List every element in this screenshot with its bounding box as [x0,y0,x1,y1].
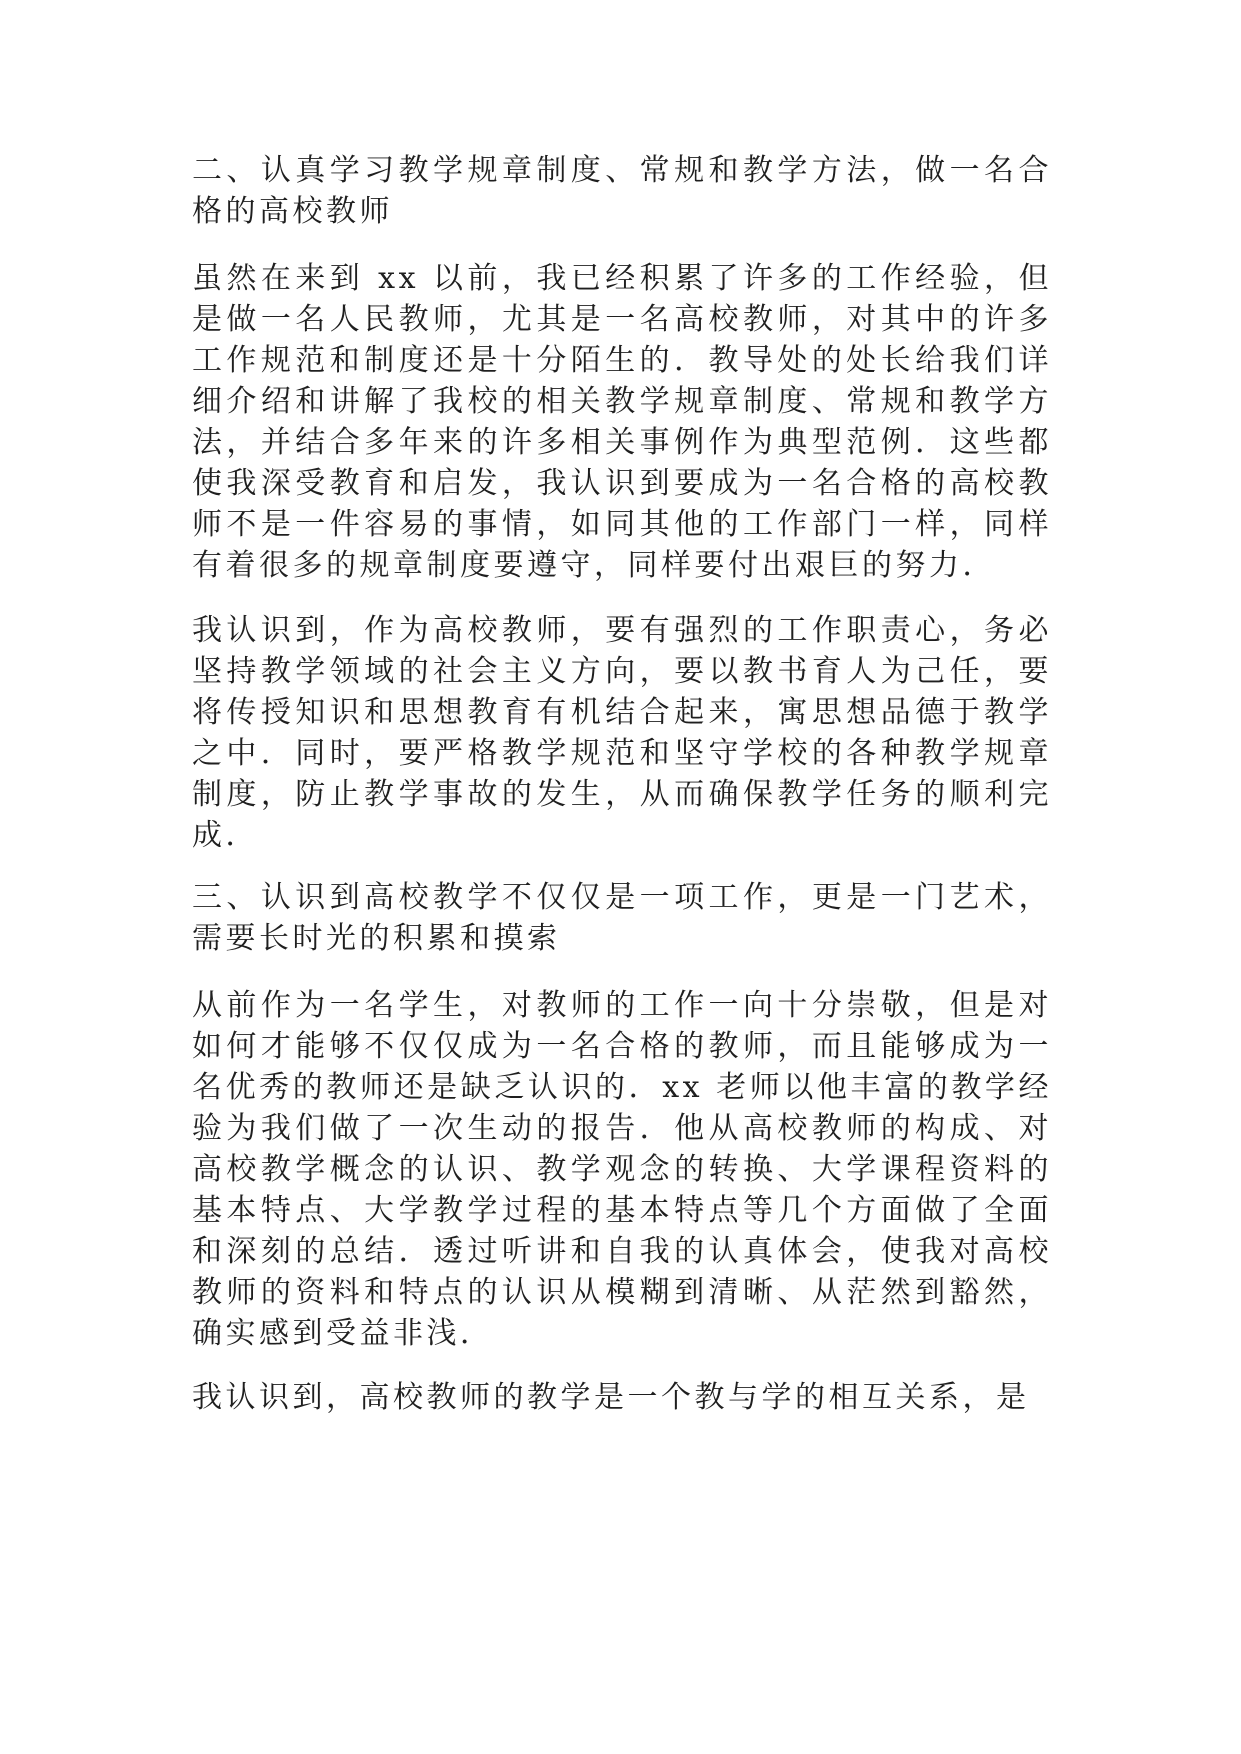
paragraph-prior-experience: 虽然在来到 xx 以前，我已经积累了许多的工作经验，但是做一名人民教师，尤其是一名高校教师，对其中的许多工作规范和制度还是十分陌生的．教导处的处长给我们详细介绍和讲解了我校的相关教学规章制度、常规和教学方法，并结合多年来的许多相关事例作为典型范例．这些都使我深受教育和启发，我认识到要成为一名合格的高校教师不是一件容易的事情，如同其他的工作部门一样，同样有着很多的规章制度要遵守，同样要付出艰巨的努力． [192,261,1052,583]
paragraph-teaching-relationship: 我认识到，高校教师的教学是一个教与学的相互关系，是 [192,1380,1030,1415]
section-heading-two: 二、认真学习教学规章制度、常规和教学方法，做一名合格的高校教师 [192,153,1052,229]
paragraph-teaching-report: 从前作为一名学生，对教师的工作一向十分崇敬，但是对如何才能够不仅仅成为一名合格的教师，而且能够成为一名优秀的教师还是缺乏认识的．xx 老师以他丰富的教学经验为我们做了一次生动的报告．他从高校教师的构成、对高校教学概念的认识、教学观念的转换、大学课程资料的基本特点、大学教学过程的基本特点等几个方面做了全面和深刻的总结．透过听讲和自我的认真体会，使我对高校教师的资料和特点的认识从模糊到清晰、从茫然到豁然，确实感到受益非浅． [192,988,1052,1351]
paragraph-teacher-responsibility: 我认识到，作为高校教师，要有强烈的工作职责心，务必坚持教学领域的社会主义方向，要以教书育人为己任，要将传授知识和思想教育有机结合起来，寓思想品德于教学之中．同时，要严格教学规范和坚守学校的各种教学规章制度，防止教学事故的发生，从而确保教学任务的顺利完成． [192,613,1052,853]
section-heading-three: 三、认识到高校教学不仅仅是一项工作，更是一门艺术，需要长时光的积累和摸索 [192,880,1052,956]
